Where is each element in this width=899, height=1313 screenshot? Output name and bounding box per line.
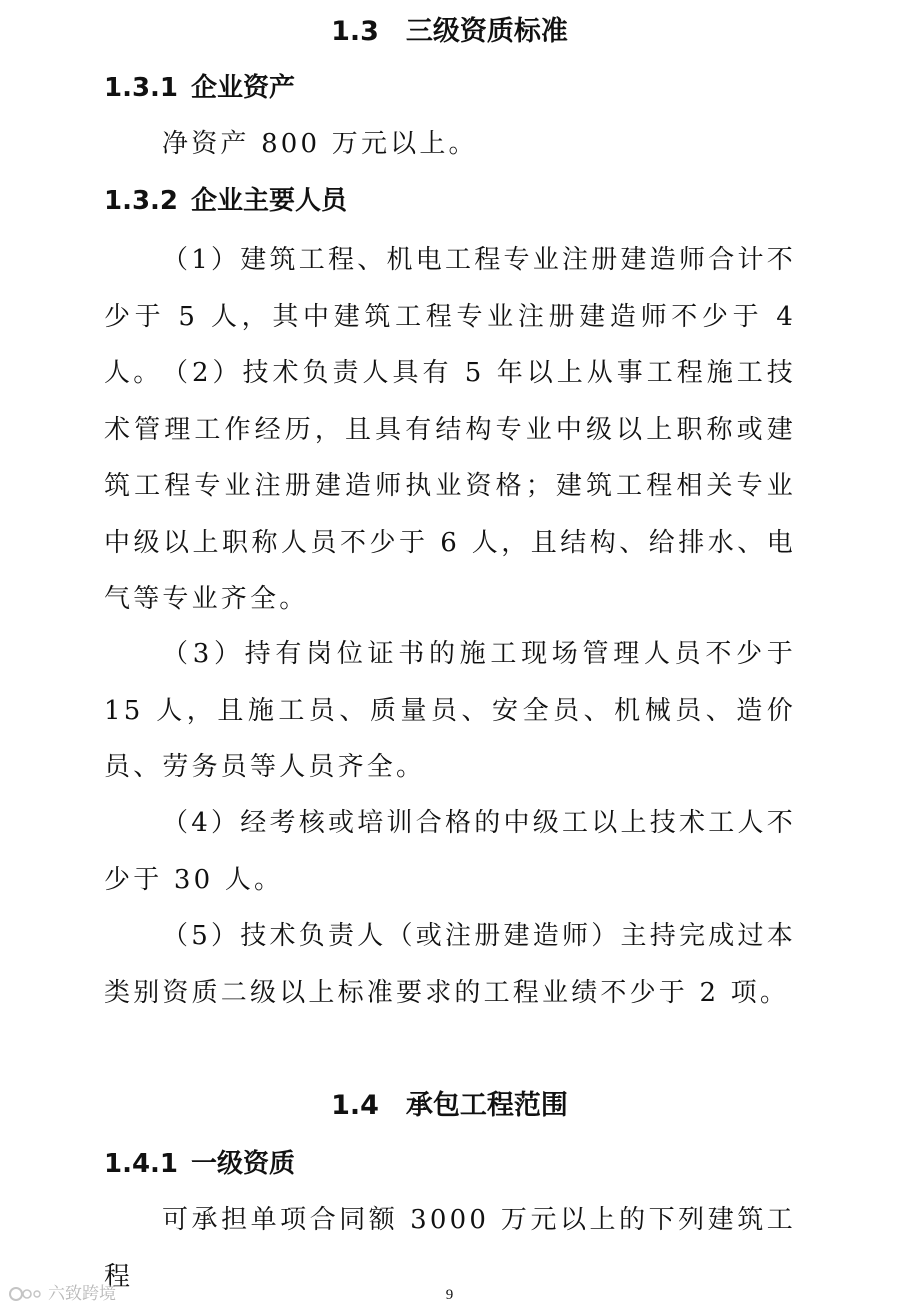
subsection-heading-1-3-2: 1.3.2 企业主要人员 [104,186,348,216]
watermark-text: 六致跨境 [48,1284,116,1304]
paragraph-item-4: （4）经考核或培训合格的中级工以上技术工人不少于 30 人。 [104,808,796,895]
paragraph-contract-scope: 可承担单项合同额 3000 万元以上的下列建筑工程 [104,1205,796,1292]
subsection-heading-1-4-1: 1.4.1 一级资质 [104,1149,296,1179]
section-title-1-3: 1.3 三级资质标准 [331,16,568,47]
page-number: 9 [445,1287,454,1303]
brand-logo-icon [8,1284,44,1304]
paragraph-net-assets: 净资产 800 万元以上。 [162,129,478,159]
paragraph-item-3: （3）持有岗位证书的施工现场管理人员不少于 15 人，且施工员、质量员、安全员、机械员、造价员、劳务员等人员齐全。 [104,639,796,782]
paragraph-item-5: （5）技术负责人（或注册建造师）主持完成过本类别资质二级以上标准要求的工程业绩不少于 2 项。 [104,921,796,1008]
subsection-heading-1-3-1: 1.3.1 企业资产 [104,73,296,103]
section-title-1-4: 1.4 承包工程范围 [331,1090,568,1121]
watermark [8,1283,116,1305]
paragraph-item-1: （1）建筑工程、机电工程专业注册建造师合计不少于 5 人，其中建筑工程专业注册建造师不少于 4 人。 [104,245,796,388]
paragraph-item-2: （2）技术负责人具有 5 年以上从事工程施工技术管理工作经历，且具有结构专业中级以上职称或建筑工程专业注册建造师执业资格；建筑工程相关专业中级以上职称人员不少于 6 人，且结构、给排水、电气等专业齐全。 [104,358,796,614]
